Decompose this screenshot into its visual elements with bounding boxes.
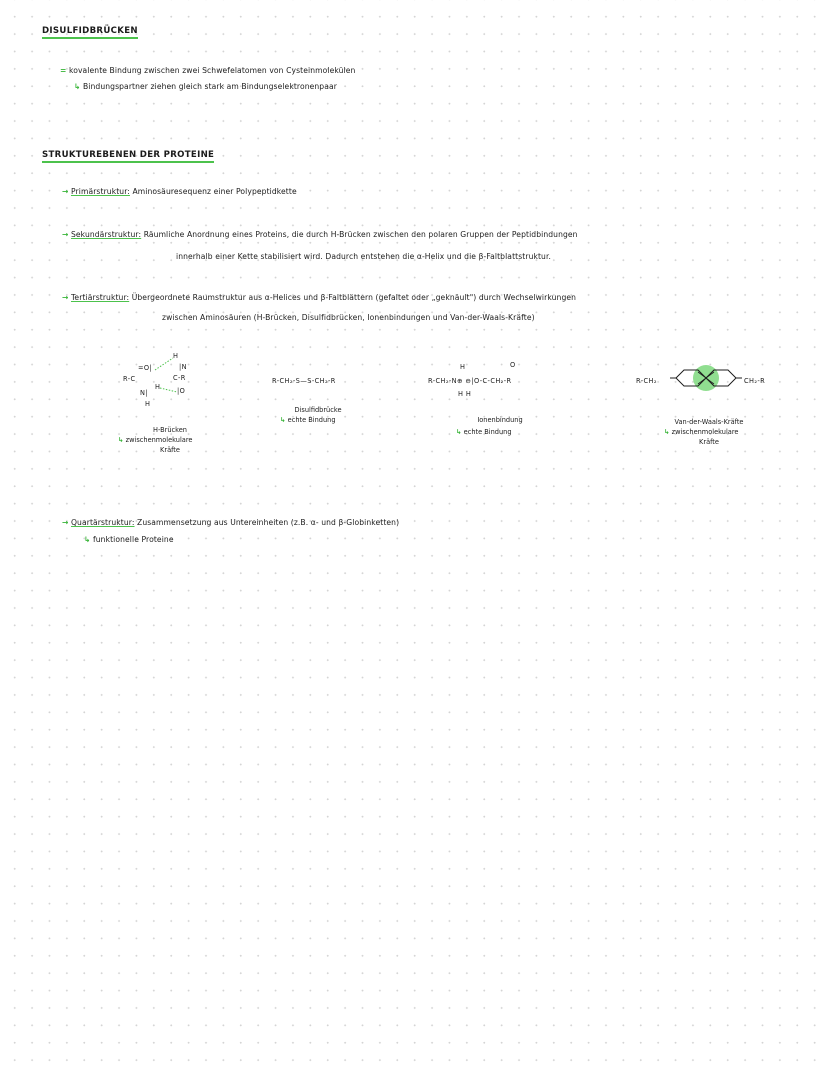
- disulfid-caption: Disulfidbrücke: [294, 406, 342, 414]
- sub-arrow-icon: ↳: [84, 535, 91, 544]
- disulfid-definition: [60, 66, 355, 75]
- sekundaerstruktur-label: Sekundärstruktur:: [70, 230, 142, 239]
- quartaerstruktur-text: Zusammensetzung aus Untereinheiten (z.B. α- und β-Globinketten): [137, 518, 400, 527]
- tertiaerstruktur-text-1: Übergeordnete Raumstruktur aus α-Helices und β-Faltblättern (gefaltet oder „geknäult") durch Wechselwirkungen: [131, 293, 577, 302]
- atom-h-bottom: H: [145, 400, 151, 408]
- tertiaerstruktur-row: [62, 293, 576, 302]
- sub-arrow-icon: ↳: [118, 436, 124, 444]
- formula-right: C-R: [173, 374, 186, 382]
- arrow-icon: →: [62, 293, 69, 302]
- vdw-caption: Van-der-Waals-Kräfte: [674, 418, 744, 426]
- sekundaerstruktur-row: [62, 230, 578, 239]
- vdw-left: R-CH₂: [636, 377, 657, 385]
- vdw-sub-2: Kräfte: [699, 438, 719, 446]
- disulfid-note: [74, 82, 337, 91]
- quartaerstruktur-sub-text: funktionelle Proteine: [92, 535, 174, 544]
- ionen-h-bottom: H H: [458, 390, 472, 398]
- atom-h-mid: H: [155, 383, 161, 391]
- sub-arrow-icon: ↳: [664, 428, 670, 436]
- disulfid-sub: [280, 416, 336, 425]
- sekundaerstruktur-text-2: innerhalb einer Kette stabilisiert wird. Dadurch entstehen die α-Helix und die β-Faltblattstruktur.: [176, 252, 552, 261]
- h-bruecken-sub: [118, 436, 192, 445]
- disulfid-heading: DISULFIDBRÜCKEN: [42, 26, 138, 39]
- sub-arrow-icon: ↳: [456, 428, 462, 436]
- disulfid-sub-text: echte Bindung: [287, 416, 336, 424]
- sub-arrow-icon: ↳: [280, 416, 286, 424]
- vdw-ring-diagram: [668, 362, 744, 394]
- arrow-icon: →: [62, 230, 69, 239]
- h-bruecken-structure: [115, 352, 225, 412]
- ionen-h-top: H: [460, 363, 466, 371]
- h-bruecken-sub-1: zwischenmolekulare: [125, 436, 193, 444]
- vdw-right: CH₂-R: [744, 377, 766, 385]
- ionen-o-top: O: [510, 361, 516, 369]
- primaerstruktur-row: [62, 187, 297, 196]
- strukturebenen-heading: STRUKTUREBENEN DER PROTEINE: [42, 150, 214, 163]
- formula-left: R-C: [123, 375, 136, 383]
- tertiaerstruktur-label: Tertiärstruktur:: [70, 293, 130, 302]
- vdw-sub: [664, 428, 738, 437]
- disulfid-line-2: Bindungspartner ziehen gleich stark am Bindungselektronenpaar: [82, 82, 337, 91]
- atom-o-top: =O|: [138, 364, 153, 372]
- atom-n-left: N|: [140, 389, 148, 397]
- arrow-icon: →: [62, 518, 69, 527]
- primaerstruktur-text: Aminosäuresequenz einer Polypeptidkette: [132, 187, 297, 196]
- atom-n-top: |N: [179, 363, 187, 371]
- atom-o-bottom: |O: [177, 387, 186, 395]
- h-bruecken-sub-2: Kräfte: [160, 446, 180, 454]
- ionen-sub-text: echte Bindung: [463, 428, 512, 436]
- sub-arrow-icon: ↳: [74, 82, 81, 91]
- atom-h-top: H: [173, 352, 179, 360]
- h-bridge-dotted-bonds: [115, 352, 225, 412]
- vdw-sub-1: zwischenmolekulare: [671, 428, 739, 436]
- quartaerstruktur-label: Quartärstruktur:: [70, 518, 135, 527]
- ionen-structure: [428, 358, 568, 398]
- h-bruecken-caption: H-Brücken: [153, 426, 187, 434]
- sekundaerstruktur-text-1: Räumliche Anordnung eines Proteins, die durch H-Brücken zwischen den polaren Gruppen der Peptidbindungen: [143, 230, 578, 239]
- ionen-caption: Ionenbindung: [477, 416, 523, 424]
- equals-sign: =: [60, 66, 67, 75]
- ionen-sub: [456, 428, 512, 437]
- quartaerstruktur-sub: [84, 535, 174, 544]
- tertiaerstruktur-text-2: zwischen Aminosäuren (H-Brücken, Disulfidbrücken, Ionenbindungen und Van-der-Waals-Kräfte): [162, 313, 535, 322]
- ionen-formula: R-CH₂-N⊕ ⊖|O-C-CH₂-R: [428, 377, 512, 385]
- arrow-icon: →: [62, 187, 69, 196]
- disulfid-line-1: kovalente Bindung zwischen zwei Schwefelatomen von Cysteinmolekülen: [68, 66, 356, 75]
- primaerstruktur-label: Primärstruktur:: [70, 187, 130, 196]
- quartaerstruktur-row: [62, 518, 399, 527]
- disulfid-formula: R-CH₂-S—S-CH₂-R: [272, 377, 336, 385]
